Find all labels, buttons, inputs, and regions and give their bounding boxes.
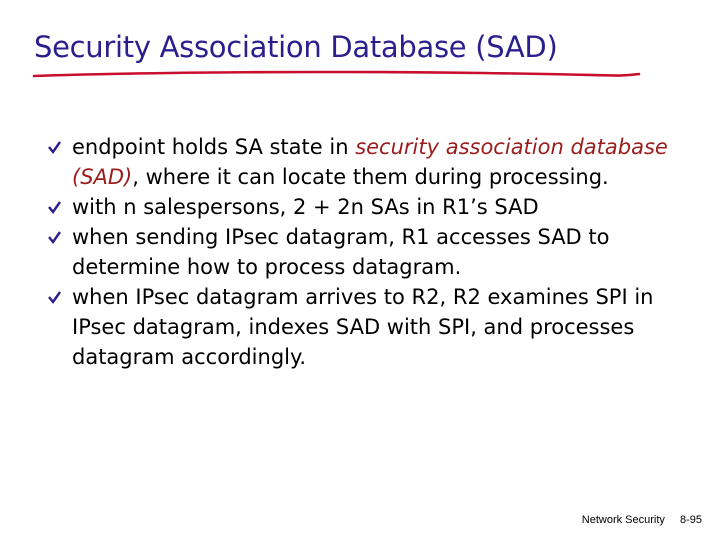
bullet-item (48, 132, 668, 192)
bullet-text-after: , where it can locate them during processing. (132, 165, 609, 189)
bullet-highlight-term: security association database (SAD) (72, 135, 668, 189)
slide-title: Security Association Database (SAD) (34, 30, 558, 64)
bullet-text-before: endpoint holds SA state in (72, 135, 356, 159)
checkmark-bullet-icon (48, 141, 61, 154)
page-number: 8-95 (679, 514, 702, 526)
bullet-list (48, 132, 668, 372)
bullet-text: when IPsec datagram arrives to R2, R2 examines SPI in IPsec datagram, indexes SAD with SPI, and processes datagram accordingly. (72, 285, 654, 369)
bullet-item (48, 222, 668, 282)
checkmark-bullet-icon (48, 201, 61, 214)
title-underline (32, 68, 642, 82)
bullet-item (48, 282, 668, 372)
slide-footer (570, 514, 702, 526)
bullet-text: when sending IPsec datagram, R1 accesses SAD to determine how to process datagram. (72, 225, 610, 279)
checkmark-bullet-icon (48, 231, 61, 244)
bullet-item (48, 192, 668, 222)
footer-label: Network Security (581, 514, 665, 526)
checkmark-bullet-icon (48, 291, 61, 304)
bullet-text: with n salespersons, 2 + 2n SAs in R1’s SAD (72, 195, 539, 219)
